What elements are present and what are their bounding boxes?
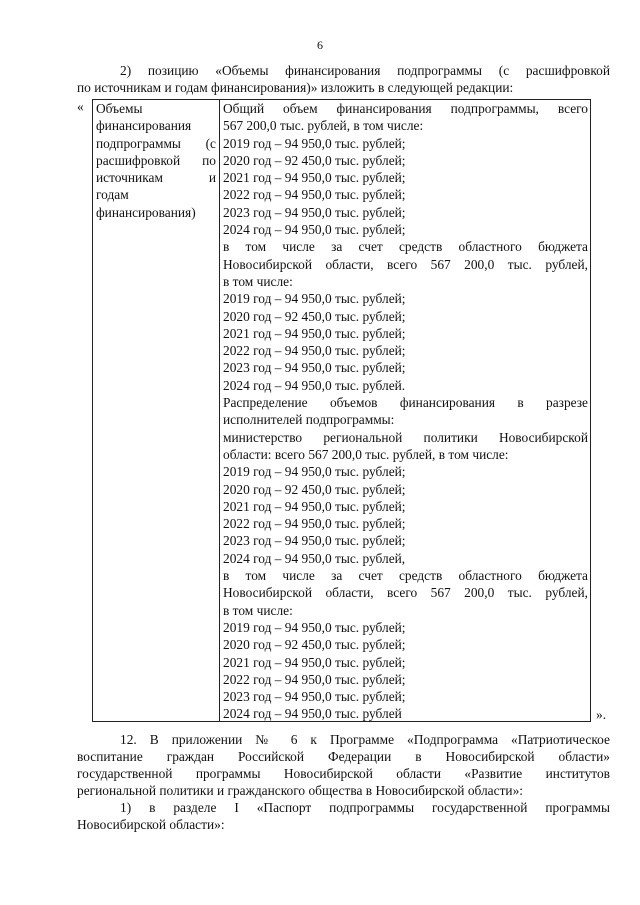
right-cell-line: Распределение объемов финансирования в разрезе — [223, 395, 588, 411]
right-cell-line: 567 200,0 тыс. рублей, в том числе: — [223, 118, 424, 134]
right-cell-line: 2020 год – 92 450,0 тыс. рублей; — [223, 481, 406, 497]
table-column-divider — [219, 99, 220, 722]
left-cell-line: расшифровкой по — [96, 152, 216, 168]
right-cell-line: 2020 год – 92 450,0 тыс. рублей; — [223, 152, 406, 168]
para12-line-2: воспитание граждан Российской Федерации в Новосибирской области» — [77, 749, 610, 764]
right-cell-line: 2024 год – 94 950,0 тыс. рублей. — [223, 377, 406, 393]
left-cell-line: финансирования) — [96, 204, 196, 220]
left-cell-line: финансирования — [96, 118, 192, 134]
para12-line-4: региональной политики и гражданского общества в Новосибирской области»: — [77, 783, 524, 798]
right-cell-line: Новосибирской области, всего 567 200,0 тыс. рублей, — [223, 256, 588, 272]
para12-line-3: государственной программы Новосибирской области «Развитие институтов — [77, 766, 610, 781]
opening-quote: « — [77, 99, 84, 114]
table-right-cell — [223, 100, 588, 723]
right-cell-line: 2021 год – 94 950,0 тыс. рублей; — [223, 654, 406, 670]
intro-line-2: по источникам и годам финансирования)» изложить в следующей редакции: — [77, 80, 514, 95]
para1-line-2: Новосибирской области»: — [77, 817, 225, 832]
right-cell-line: 2020 год – 92 450,0 тыс. рублей; — [223, 637, 406, 653]
right-cell-line: области: всего 567 200,0 тыс. рублей, в том числе: — [223, 446, 509, 462]
right-cell-line: 2020 год – 92 450,0 тыс. рублей; — [223, 308, 406, 324]
right-cell-line: 2024 год – 94 950,0 тыс. рублей — [223, 706, 402, 722]
right-cell-line: 2023 год – 94 950,0 тыс. рублей; — [223, 360, 406, 376]
right-cell-line: 2022 год – 94 950,0 тыс. рублей; — [223, 187, 406, 203]
right-cell-line: Новосибирской области, всего 567 200,0 тыс. рублей, — [223, 585, 588, 601]
right-cell-line: в том числе за счет средств областного бюджета — [223, 239, 588, 255]
right-cell-line: исполнителей подпрограммы: — [223, 412, 395, 428]
right-cell-line: 2019 год – 94 950,0 тыс. рублей; — [223, 464, 406, 480]
right-cell-line: 2022 год – 94 950,0 тыс. рублей; — [223, 671, 406, 687]
right-cell-line: 2019 год – 94 950,0 тыс. рублей; — [223, 619, 406, 635]
left-cell-line: подпрограммы (с — [96, 135, 216, 151]
left-cell-line: Объемы — [96, 101, 143, 116]
right-cell-line: 2024 год – 94 950,0 тыс. рублей; — [223, 222, 406, 238]
right-cell-line: в том числе: — [223, 273, 293, 289]
right-cell-line: 2019 год – 94 950,0 тыс. рублей; — [223, 135, 406, 151]
right-cell-line: 2023 год – 94 950,0 тыс. рублей; — [223, 533, 406, 549]
right-cell-line: 2021 год – 94 950,0 тыс. рублей; — [223, 325, 406, 341]
page-number: 6 — [317, 38, 323, 52]
right-cell-line: 2021 год – 94 950,0 тыс. рублей; — [223, 498, 406, 514]
right-cell-line: 2022 год – 94 950,0 тыс. рублей; — [223, 343, 406, 359]
right-cell-line: 2019 год – 94 950,0 тыс. рублей; — [223, 291, 406, 307]
para12-line-1: 12. В приложении № 6 к Программе «Подпрограмма «Патриотическое — [120, 732, 610, 747]
left-cell-line: годам — [96, 187, 129, 203]
right-cell-line: 2022 год – 94 950,0 тыс. рублей; — [223, 516, 406, 532]
closing-quote: ». — [596, 707, 607, 722]
right-cell-line: 2021 год – 94 950,0 тыс. рублей; — [223, 170, 406, 186]
table-left-cell — [96, 100, 216, 221]
right-cell-line: в том числе: — [223, 602, 293, 618]
right-cell-line: 2023 год – 94 950,0 тыс. рублей; — [223, 204, 406, 220]
left-cell-line: источникам и — [96, 170, 216, 186]
para1-line-1: 1) в разделе I «Паспорт подпрограммы государственной программы — [120, 800, 610, 815]
right-cell-line: 2024 год – 94 950,0 тыс. рублей, — [223, 550, 406, 566]
intro-line-1: 2) позицию «Объемы финансирования подпрограммы (с расшифровкой — [120, 63, 610, 78]
right-cell-line: 2023 год – 94 950,0 тыс. рублей; — [223, 689, 406, 705]
right-cell-line: министерство региональной политики Новосибирской — [223, 429, 588, 445]
right-cell-line: в том числе за счет средств областного бюджета — [223, 568, 588, 584]
right-cell-line: Общий объем финансирования подпрограммы, всего — [223, 101, 588, 116]
